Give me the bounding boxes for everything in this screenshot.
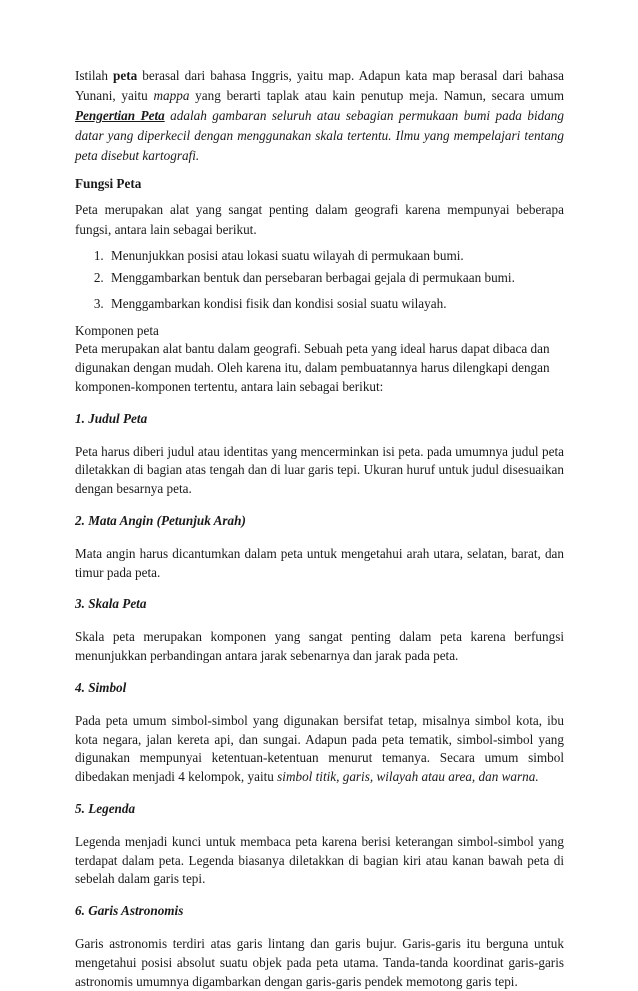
section-title-legenda: 5. Legenda — [75, 800, 136, 816]
intro-text-1: Istilah — [75, 68, 114, 83]
komponen-heading: Komponen peta — [75, 322, 159, 338]
intro-definition: adalah gambaran seluruh atau sebagian permukaan bumi pada bidang datar yang diperkecil dengan menggunakan skala tertentu. Ilmu yang mempelajari tentang peta disebut kartografi. — [75, 108, 564, 164]
document-page — [75, 66, 564, 991]
section-text-skala: Skala peta merupakan komponen yang sangat penting dalam peta karena berfungsi menunjukkan perbandingan antara jarak sebenarnya dan jarak pada peta. — [75, 629, 564, 664]
intro-text-3: yang berarti taplak atau kain penutup meja. Namun, secara umum — [189, 88, 565, 104]
komponen-text: Peta merupakan alat bantu dalam geografi. Sebuah peta yang ideal harus dapat dibaca dan digunakan dengan mudah. Oleh karena itu, dalam pembuatannya harus dilengkapi dengan komponen-komponen tertentu, antara lain sebagai berikut: — [75, 341, 550, 394]
fungsi-list — [75, 246, 564, 314]
section-title-skala: 3. Skala Peta — [75, 596, 147, 612]
section-text-mata-angin: Mata angin harus dicantumkan dalam peta untuk mengetahui arah utara, selatan, barat, dan timur pada peta. — [75, 545, 564, 580]
section-text-simbol — [75, 712, 564, 787]
section-title-mata-angin: 2. Mata Angin (Petunjuk Arah) — [75, 512, 246, 528]
section-title-simbol: 4. Simbol — [75, 679, 127, 695]
fungsi-heading: Fungsi Peta — [75, 176, 142, 192]
intro-text-2: berasal dari bahasa Inggris, yaitu map. Adapun kata map berasal dari bahasa Yunani, yaitu — [75, 68, 564, 104]
list-item: 2. Menggambarkan bentuk dan persebaran berbagai gejala di permukaan bumi. — [107, 268, 564, 288]
simbol-kelompok: simbol titik, garis, wilayah atau area, dan warna. — [277, 769, 539, 785]
intro-term-peta: peta — [113, 68, 138, 83]
fungsi-text: Peta merupakan alat yang sangat penting dalam geografi karena mempunyai beberapa fungsi, antara lain sebagai berikut. — [75, 202, 564, 238]
list-item: 3. Menggambarkan kondisi fisik dan kondisi sosial suatu wilayah. — [107, 294, 564, 314]
intro-paragraph — [75, 66, 564, 166]
section-text-judul: Peta harus diberi judul atau identitas yang mencerminkan isi peta. pada umumnya judul peta diletakkan di bagian atas tengah dan di luar garis tepi. Ukuran huruf untuk judul disesuaikan dengan besarnya peta. — [75, 443, 564, 497]
section-title-judul: 1. Judul Peta — [75, 410, 148, 426]
section-title-garis-astronomis: 6. Garis Astronomis — [75, 903, 184, 919]
section-text-garis-astronomis: Garis astronomis terdiri atas garis lintang dan garis bujur. Garis-garis itu berguna untuk mengetahui posisi absolut suatu objek pada peta utama. Tanda-tanda koordinat garis-garis astronomis umumnya digambarkan dengan garis-garis pendek memotong garis tepi. — [75, 936, 564, 989]
section-text-legenda: Legenda menjadi kunci untuk membaca peta karena berisi keterangan simbol-simbol yang terdapat dalam peta. Legenda biasanya diletakkan di bagian kiri atau kanan bawah peta di sebelah dalam garis tepi. — [75, 834, 564, 887]
simbol-text: Pada peta umum simbol-simbol yang digunakan bersifat tetap, misalnya simbol kota, ibu kota negara, jalan kereta api, dan sungai. Adapun pada peta tematik, simbol-simbol yang digunakan mempunyai ketentuan-ketentuan menurut temanya. Secara umum simbol dibedakan menjadi 4 kelompok, yaitu — [75, 713, 564, 785]
pengertian-peta-link[interactable]: Pengertian Peta — [75, 108, 165, 124]
list-item: 1. Menunjukkan posisi atau lokasi suatu wilayah di permukaan bumi. — [107, 246, 564, 266]
intro-term-mappa: mappa — [153, 88, 190, 104]
